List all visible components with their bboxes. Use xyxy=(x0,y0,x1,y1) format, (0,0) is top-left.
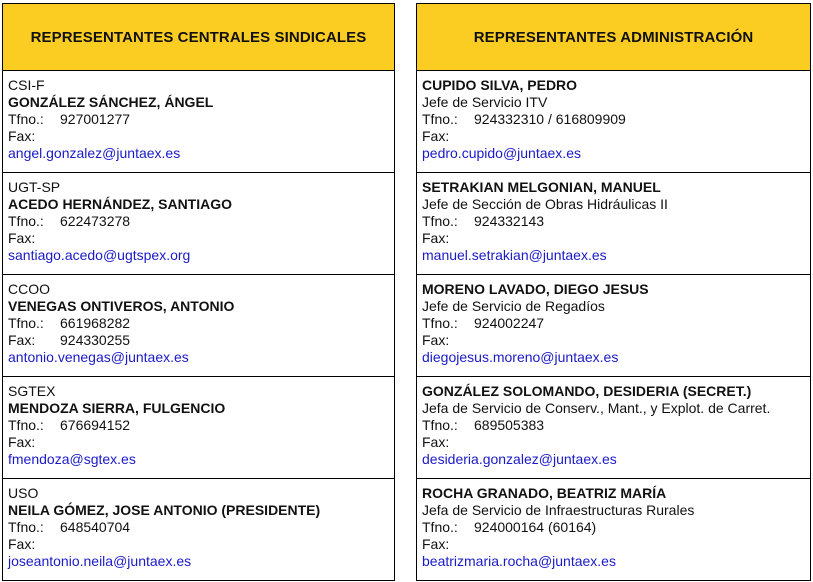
rep-role: Jefe de Sección de Obras Hidráulicas II xyxy=(422,196,668,212)
phone-label: Tfno.: xyxy=(8,315,44,331)
phone-label: Tfno.: xyxy=(422,213,458,229)
union-org: UGT-SP xyxy=(8,179,61,195)
phone-label: Tfno.: xyxy=(422,315,458,331)
fax-label: Fax: xyxy=(8,230,36,246)
fax-label: Fax: xyxy=(422,230,450,246)
rep-name: CUPIDO SILVA, PEDRO xyxy=(422,77,578,93)
phone-line xyxy=(422,417,810,434)
rep-name: NEILA GÓMEZ, JOSE ANTONIO (PRESIDENTE) xyxy=(8,502,321,518)
fax-line xyxy=(8,230,394,247)
email-link[interactable]: manuel.setrakian@juntaex.es xyxy=(422,247,607,263)
fax-label: Fax: xyxy=(422,332,450,348)
union-org: SGTEX xyxy=(8,383,56,399)
email-link[interactable]: pedro.cupido@juntaex.es xyxy=(422,145,581,161)
rep-name: ACEDO HERNÁNDEZ, SANTIAGO xyxy=(8,196,233,212)
phone-value: 622473278 xyxy=(60,213,131,229)
fax-line xyxy=(8,434,394,451)
rep-name: SETRAKIAN MELGONIAN, MANUEL xyxy=(422,179,661,195)
phone-value: 924332310 / 616809909 xyxy=(474,111,626,127)
union-representatives-header: REPRESENTANTES CENTRALES SINDICALES xyxy=(3,4,394,71)
administration-representatives-table xyxy=(416,3,811,581)
email-link[interactable]: santiago.acedo@ugtspex.org xyxy=(8,247,191,263)
union-rep-row xyxy=(3,173,394,275)
phone-line xyxy=(8,519,394,536)
admin-rep-row xyxy=(417,275,810,377)
rep-role: Jefe de Servicio ITV xyxy=(422,94,548,110)
phone-value: 924332143 xyxy=(474,213,545,229)
union-org: USO xyxy=(8,485,39,501)
admin-rep-row xyxy=(417,173,810,275)
rep-name: MORENO LAVADO, DIEGO JESUS xyxy=(422,281,649,297)
phone-value: 648540704 xyxy=(60,519,131,535)
phone-line xyxy=(8,111,394,128)
email-link[interactable]: diegojesus.moreno@juntaex.es xyxy=(422,349,619,365)
phone-line xyxy=(422,315,810,332)
fax-line xyxy=(8,536,394,553)
union-rep-row xyxy=(3,275,394,377)
phone-line xyxy=(8,315,394,332)
fax-label: Fax: xyxy=(8,536,36,552)
fax-label: Fax: xyxy=(8,332,36,348)
email-link[interactable]: desideria.gonzalez@juntaex.es xyxy=(422,451,617,467)
fax-label: Fax: xyxy=(8,434,36,450)
email-link[interactable]: beatrizmaria.rocha@juntaex.es xyxy=(422,553,616,569)
union-org: CSI-F xyxy=(8,77,45,93)
email-link[interactable]: angel.gonzalez@juntaex.es xyxy=(8,145,181,161)
rep-name: ROCHA GRANADO, BEATRIZ MARÍA xyxy=(422,485,667,501)
fax-line xyxy=(8,332,394,349)
admin-rep-row xyxy=(417,71,810,173)
fax-line xyxy=(8,128,394,145)
email-link[interactable]: antonio.venegas@juntaex.es xyxy=(8,349,189,365)
phone-line xyxy=(422,111,810,128)
phone-value: 676694152 xyxy=(60,417,131,433)
rep-name: GONZÁLEZ SOLOMANDO, DESIDERIA (SECRET.) xyxy=(422,383,752,399)
rep-role: Jefa de Servicio de Infraestructuras Rurales xyxy=(422,502,695,518)
phone-label: Tfno.: xyxy=(8,519,44,535)
union-rep-row xyxy=(3,377,394,479)
phone-label: Tfno.: xyxy=(422,111,458,127)
phone-label: Tfno.: xyxy=(8,213,44,229)
rep-name: VENEGAS ONTIVEROS, ANTONIO xyxy=(8,298,235,314)
phone-label: Tfno.: xyxy=(8,417,44,433)
fax-label: Fax: xyxy=(422,536,450,552)
phone-label: Tfno.: xyxy=(422,519,458,535)
rep-role: Jefe de Servicio de Regadíos xyxy=(422,298,605,314)
admin-rep-row xyxy=(417,377,810,479)
fax-label: Fax: xyxy=(422,434,450,450)
phone-line xyxy=(8,213,394,230)
phone-value: 927001277 xyxy=(60,111,131,127)
admin-rep-row xyxy=(417,479,810,581)
phone-label: Tfno.: xyxy=(422,417,458,433)
union-org: CCOO xyxy=(8,281,50,297)
phone-line xyxy=(8,417,394,434)
phone-label: Tfno.: xyxy=(8,111,44,127)
phone-value: 924002247 xyxy=(474,315,545,331)
email-link[interactable]: fmendoza@sgtex.es xyxy=(8,451,136,467)
phone-line xyxy=(422,519,810,536)
phone-line xyxy=(422,213,810,230)
union-rep-row xyxy=(3,479,394,581)
fax-label: Fax: xyxy=(8,128,36,144)
phone-value: 689505383 xyxy=(474,417,545,433)
rep-name: MENDOZA SIERRA, FULGENCIO xyxy=(8,400,226,416)
fax-value: 924330255 xyxy=(60,332,131,348)
phone-value: 661968282 xyxy=(60,315,131,331)
rep-role: Jefa de Servicio de Conserv., Mant., y Explot. de Carret. xyxy=(422,400,771,416)
rep-name: GONZÁLEZ SÁNCHEZ, ÁNGEL xyxy=(8,94,214,110)
phone-value: 924000164 (60164) xyxy=(474,519,597,535)
union-representatives-table xyxy=(2,3,395,581)
email-link[interactable]: joseantonio.neila@juntaex.es xyxy=(8,553,192,569)
fax-label: Fax: xyxy=(422,128,450,144)
administration-representatives-header: REPRESENTANTES ADMINISTRACIÓN xyxy=(417,4,810,71)
union-rep-row xyxy=(3,71,394,173)
